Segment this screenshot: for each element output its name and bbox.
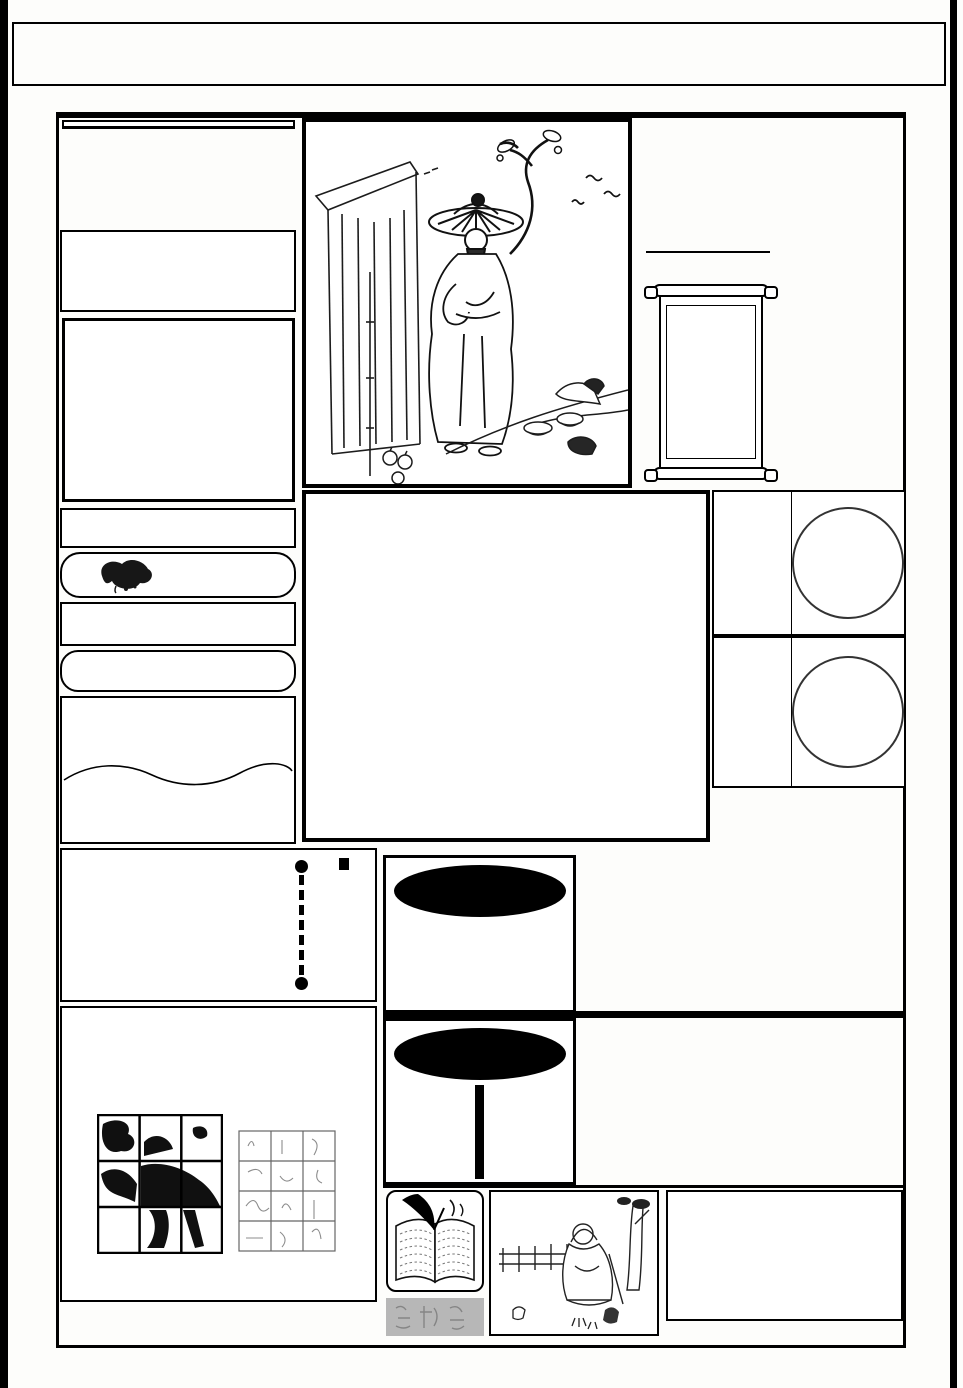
congrats-left [62, 850, 289, 1000]
thick-divider [383, 1011, 906, 1018]
sitting-figure-box [489, 1190, 659, 1336]
appearance-number-wrap [792, 492, 904, 634]
left-edge-bar [0, 0, 8, 1388]
lucky-zodiac-row [60, 552, 296, 598]
black-divider [475, 1085, 484, 1179]
marksix-top-strip [12, 90, 946, 113]
congrats-box [60, 848, 377, 1002]
tip-label [339, 858, 349, 870]
right-edge-bar [950, 0, 957, 1388]
computer-analysis-text [306, 504, 706, 516]
buy-big-section [580, 836, 906, 1012]
lucky-range-row [60, 650, 296, 692]
table-title [64, 122, 293, 127]
appearance-box-1 [712, 490, 906, 636]
zodiac-ink-image [96, 556, 158, 594]
appearance-number-wrap [792, 638, 904, 786]
cold-hot-box [60, 230, 296, 312]
appearance-number [789, 504, 907, 622]
door-hot-weak-table [62, 120, 295, 129]
contribution-box [60, 696, 296, 844]
odd-even-section [580, 1020, 906, 1183]
appearance-labels [714, 492, 792, 634]
special-code-body [65, 323, 292, 451]
thin-divider [383, 1185, 906, 1188]
scroll-body [659, 297, 763, 467]
bottom-note-box [666, 1190, 903, 1321]
buy-big-body [580, 836, 906, 840]
zodiac-puzzle-box [60, 1006, 377, 1302]
appearance-box-2 [712, 636, 906, 788]
congrats-tip [313, 850, 375, 1000]
total-open-box [383, 855, 576, 1013]
total-open-title [394, 865, 566, 917]
special-open-title [394, 1028, 566, 1080]
odd-even-body [580, 1020, 906, 1024]
lucky-color-row [60, 602, 296, 646]
sketch-grid-image [238, 1130, 336, 1252]
marksix-left-strip [12, 116, 56, 1338]
masthead-header [12, 22, 946, 86]
appearance-labels [714, 638, 792, 786]
scroll-image [645, 284, 777, 484]
marksix-right-strip [908, 116, 948, 1338]
puzzle-grid-image [97, 1114, 223, 1254]
special-code-box [62, 318, 295, 502]
map-label [646, 248, 770, 253]
main-illustration [302, 118, 632, 488]
dashed-divider [289, 850, 313, 1000]
computer-analysis-box [302, 490, 710, 842]
gray-stamp-chip [386, 1298, 484, 1336]
special-open-box [383, 1018, 576, 1185]
special-open-values [386, 1085, 573, 1179]
scroll-top-roller [653, 284, 769, 297]
book-image-box [386, 1190, 484, 1292]
scroll-bottom-roller [653, 467, 769, 480]
special-code-provide [224, 325, 286, 451]
special-code-notes [71, 325, 224, 451]
wave-divider [62, 760, 294, 786]
scroll-text [666, 305, 756, 459]
appearance-number [789, 653, 907, 771]
lucky-special-row [60, 508, 296, 548]
